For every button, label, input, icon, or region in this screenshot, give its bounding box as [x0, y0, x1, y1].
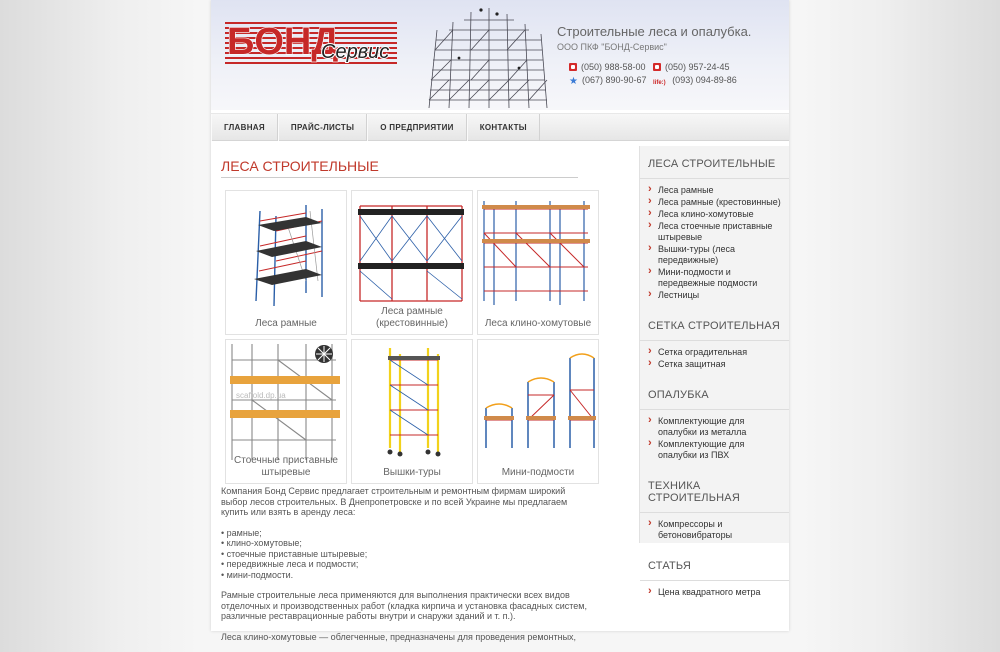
sidebar-list-scaffolds	[640, 179, 789, 308]
product-caption: Вышки-туры	[383, 467, 441, 478]
phone-life[interactable]: life:) (093) 094-89-86	[653, 75, 737, 86]
mobile-tower-image	[352, 340, 474, 460]
sidebar-list-mesh	[640, 341, 789, 377]
mini-platforms-image	[478, 340, 600, 460]
product-caption: Леса клино-хомутовые	[484, 318, 592, 329]
main-content	[221, 158, 592, 642]
sidebar-list-equipment	[640, 513, 789, 548]
life-icon: life:)	[653, 80, 666, 86]
sidebar-item[interactable]: › Комплектующие для опалубки из ПВХ	[648, 439, 783, 461]
sidebar-item[interactable]: › Сетка защитная	[648, 359, 783, 370]
sidebar	[639, 146, 789, 597]
sidebar-item[interactable]: › Комплектующие для опалубки из металла	[648, 416, 783, 438]
product-card-mini[interactable]	[477, 339, 599, 484]
clamp-paragraph: Леса клино-хомутовые — облегченные, предназначены для проведения ремонтных,	[221, 631, 577, 642]
watermark: scaffold.dp.ua	[236, 391, 286, 400]
logo-word: БОНД	[227, 21, 339, 63]
sidebar-item[interactable]: › Цена квадратного метра	[648, 587, 783, 598]
product-caption: Леса рамные (крестовинные)	[376, 306, 448, 329]
company-name: ООО ПКФ "БОНД-Сервис"	[557, 42, 667, 52]
page-title: ЛЕСА СТРОИТЕЛЬНЫЕ	[221, 158, 578, 178]
nav-price-lists[interactable]: ПРАЙС-ЛИСТЫ	[278, 114, 367, 141]
phone-kyivstar[interactable]: ★ (067) 890-90-67	[569, 75, 647, 87]
phone-mts-1[interactable]: (050) 988-58-00	[569, 62, 646, 72]
list-item: • стоечные приставные штыревые;	[221, 548, 368, 559]
clamp-scaffold-image	[478, 191, 600, 311]
list-item: • клино-хомутовые;	[221, 538, 302, 548]
product-card-frame-cross[interactable]	[351, 190, 473, 335]
product-caption: Леса рамные	[255, 318, 317, 329]
product-card-clamp[interactable]	[477, 190, 599, 335]
sidebar-title-equipment: ТЕХНИКА СТРОИТЕЛЬНАЯ	[640, 468, 789, 513]
nav-home[interactable]: ГЛАВНАЯ	[211, 114, 278, 141]
sidebar-title-formwork: ОПАЛУБКА	[640, 377, 789, 410]
list-item: • передвижные леса и подмости;	[221, 559, 359, 569]
phone-mts-2[interactable]: (050) 957-24-45	[653, 62, 730, 72]
product-caption: Мини-подмости	[501, 467, 575, 478]
list-item: • мини-подмости.	[221, 569, 294, 580]
main-nav	[211, 113, 789, 141]
sidebar-list-articles	[640, 581, 789, 605]
sidebar-item[interactable]: › Вышки-туры (леса передвижные)	[648, 244, 783, 266]
sidebar-item[interactable]: › Лестницы	[648, 290, 783, 301]
pin-scaffold-image	[226, 340, 348, 460]
sidebar-item[interactable]: › Леса рамные (крестовинные)	[648, 197, 783, 208]
frame-scaffold-image	[226, 191, 348, 311]
product-card-pin[interactable]	[225, 339, 347, 484]
kyivstar-icon: ★	[569, 76, 578, 87]
sidebar-list-formwork	[640, 410, 789, 468]
scaffold-types-list	[221, 528, 591, 581]
sidebar-item[interactable]: › Леса рамные	[648, 185, 783, 196]
intro-paragraph: Компания Бонд Сервис предлагает строительным и ремонтным фирмам широкий выбор лесов строительных. В Днепропетровске и по всей Украине мы предлагаем купить или взять в аренду леса:	[221, 486, 568, 517]
product-caption: Стоечные приставные штыревые	[234, 455, 338, 478]
sidebar-title-scaffolds: ЛЕСА СТРОИТЕЛЬНЫЕ	[640, 146, 789, 179]
product-card-tower[interactable]	[351, 339, 473, 484]
product-card-frame[interactable]	[225, 190, 347, 335]
cross-frame-scaffold-image	[352, 191, 474, 311]
sidebar-item[interactable]: › Мини-подмости и передвежные подмости	[648, 267, 783, 289]
sidebar-item[interactable]: › Сетка оградительная	[648, 347, 783, 358]
nav-about[interactable]: О ПРЕДПРИЯТИИ	[367, 114, 466, 141]
sidebar-title-mesh: СЕТКА СТРОИТЕЛЬНАЯ	[640, 308, 789, 341]
bond-logo[interactable]	[225, 18, 397, 68]
site-header	[211, 0, 789, 110]
site-title: Строительные леса и опалубка.	[557, 24, 752, 39]
nav-contacts[interactable]: КОНТАКТЫ	[467, 114, 540, 141]
mts-icon	[653, 63, 661, 71]
page-container	[211, 0, 789, 642]
mts-icon	[569, 63, 577, 71]
sidebar-item[interactable]: › Компрессоры и бетоновибраторы	[648, 519, 783, 541]
logo-sub: Сервис	[321, 41, 390, 63]
list-item: • рамные;	[221, 527, 262, 538]
frame-paragraph: Рамные строительные леса применяются для выполнения практически всех видов отделочных и производственных работ (кладка кирпича и установка фасадных систем, различные реставрационные работы внутри и снаружи зданий и т. п.).	[221, 590, 587, 621]
scaffold-tower-image	[419, 0, 559, 110]
product-grid	[221, 190, 601, 486]
sidebar-item[interactable]: › Леса клино-хомутовые	[648, 209, 783, 220]
intro-text	[221, 486, 591, 652]
sidebar-title-articles: СТАТЬЯ	[640, 548, 789, 581]
sidebar-item[interactable]: › Леса стоечные приставные штыревые	[648, 221, 783, 243]
